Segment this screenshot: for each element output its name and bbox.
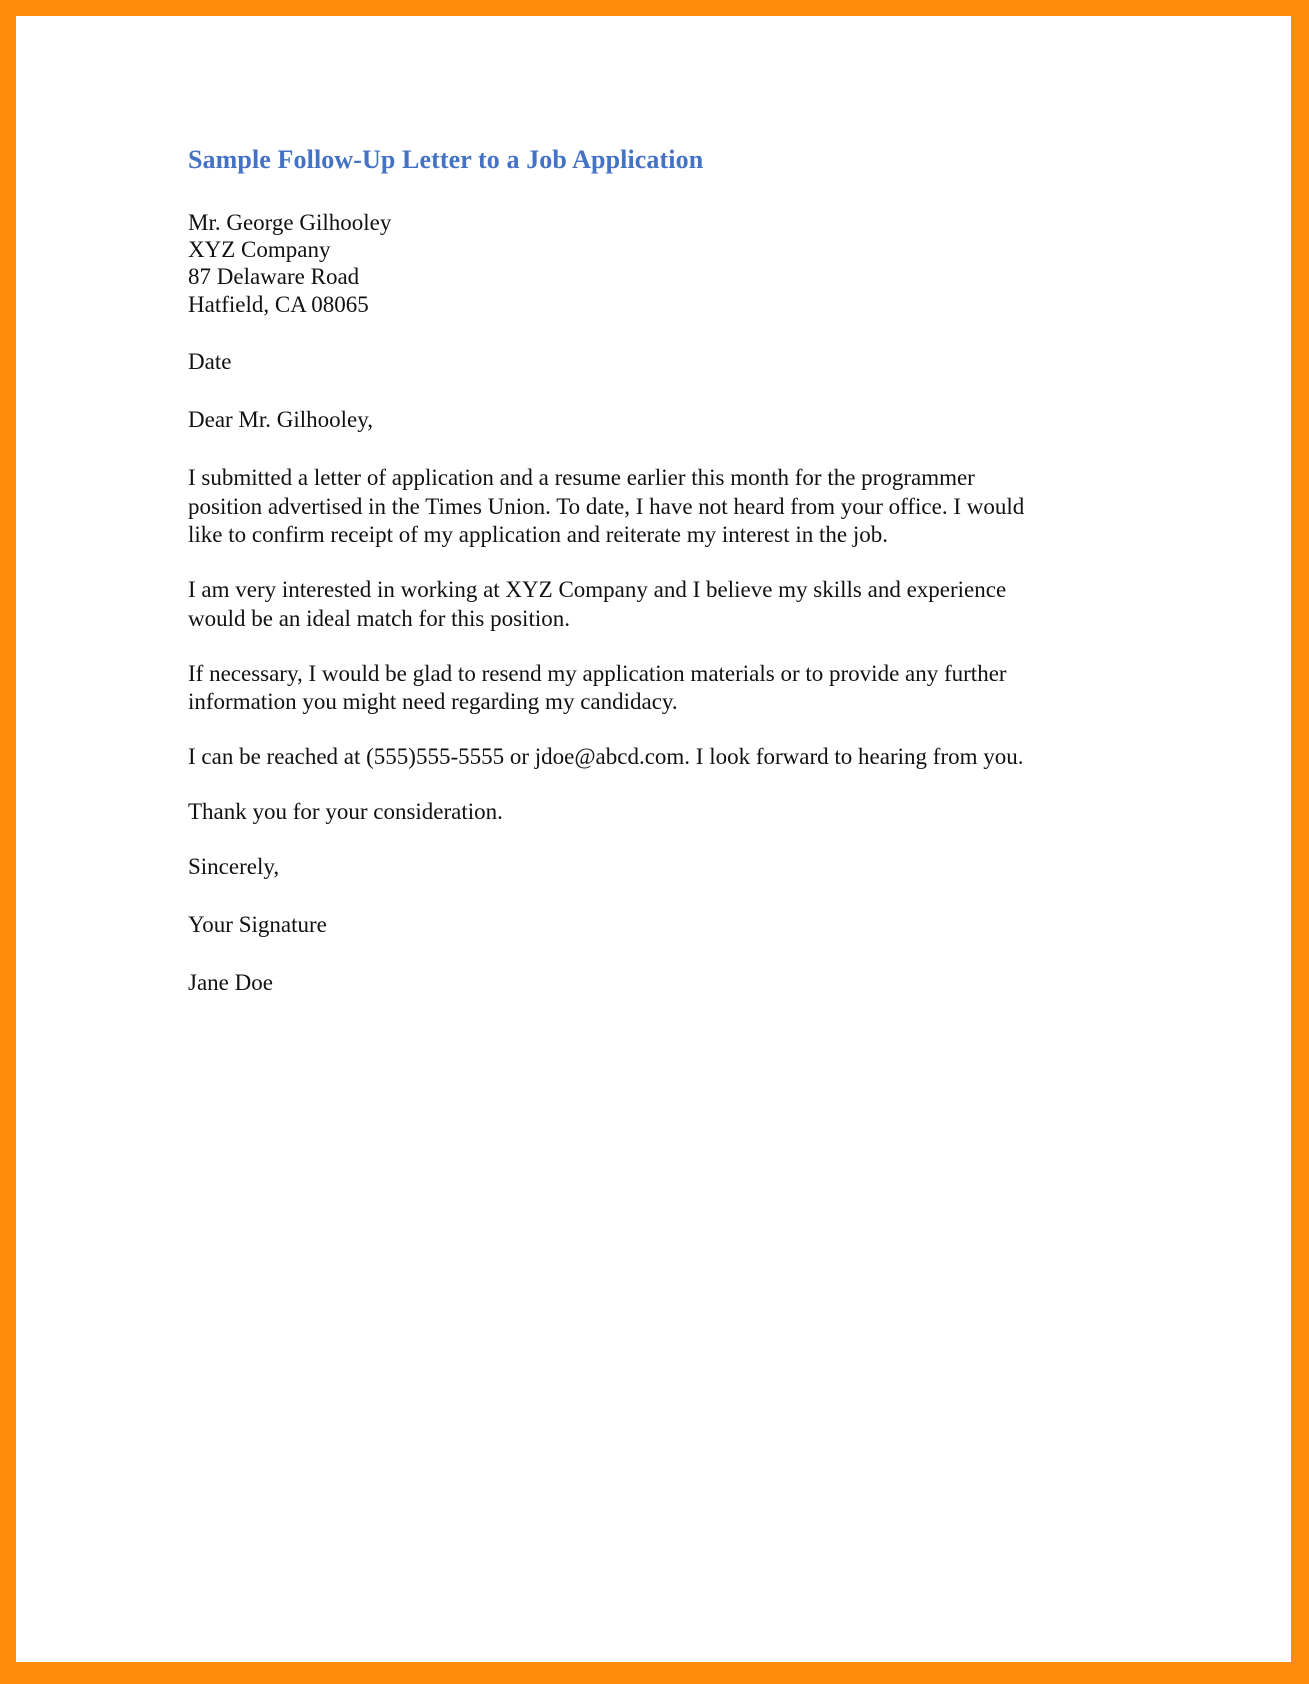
letter-body bbox=[188, 144, 1026, 997]
recipient-city-state-zip: Hatfield, CA 08065 bbox=[188, 291, 369, 317]
sender-name: Jane Doe bbox=[188, 969, 273, 995]
body-paragraph-1: I submitted a letter of application and a resume earlier this month for the programmer position advertised in the Times Union. To date, I have not heard from your office. I would like to confirm receipt of my application and reiterate my interest in the job. bbox=[188, 464, 1025, 548]
body-paragraph-5: Thank you for your consideration. bbox=[188, 798, 503, 824]
body-paragraph-3: If necessary, I would be glad to resend my application materials or to provide any further information you might need regarding my candidacy. bbox=[188, 660, 1007, 715]
document-page bbox=[16, 16, 1291, 1662]
body-paragraph-4: I can be reached at (555)555-5555 or jdoe@abcd.com. I look forward to hearing from you. bbox=[188, 744, 1024, 770]
closing-salutation: Sincerely, bbox=[188, 853, 280, 879]
page-title: Sample Follow-Up Letter to a Job Application bbox=[188, 145, 704, 174]
salutation: Dear Mr. Gilhooley, bbox=[188, 406, 374, 432]
date-line: Date bbox=[188, 348, 232, 374]
signature-placeholder: Your Signature bbox=[188, 911, 327, 937]
body-paragraph-2: I am very interested in working at XYZ Company and I believe my skills and experience would be an ideal match for this position. bbox=[188, 577, 1007, 631]
recipient-street: 87 Delaware Road bbox=[188, 264, 360, 290]
recipient-name: Mr. George Gilhooley bbox=[188, 210, 392, 236]
recipient-address-block bbox=[188, 209, 1026, 318]
recipient-company: XYZ Company bbox=[188, 237, 331, 263]
